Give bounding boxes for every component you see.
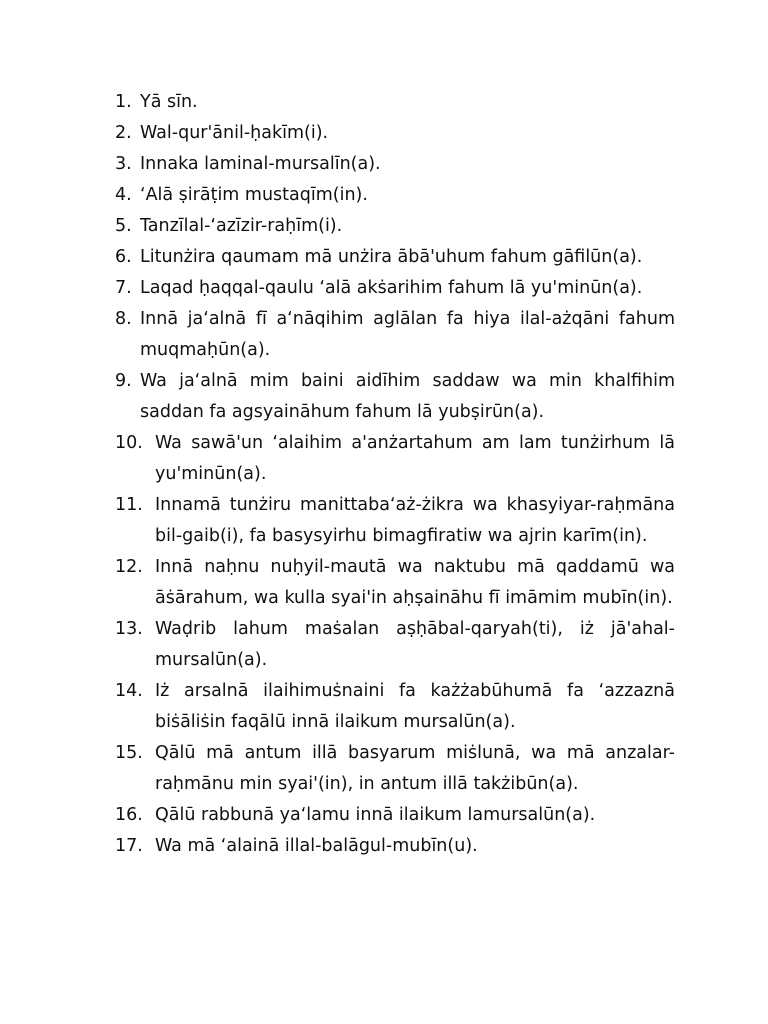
verse-item-4 [115, 180, 675, 211]
verse-text: Wa ja‘alnā mim baini aidīhim saddaw wa min khalfihim saddan fa agsyaināhum fahum lā yubṣirūn(a). [140, 371, 675, 422]
verse-number: 10. [115, 433, 143, 453]
verse-number: 16. [115, 805, 143, 825]
verse-number: 6. [115, 247, 132, 267]
verse-number: 15. [115, 743, 143, 763]
verse-text: Innā ja‘alnā fī a‘nāqihim aglālan fa hiya ilal-ażqāni fahum muqmaḥūn(a). [140, 309, 675, 360]
verse-number: 13. [115, 619, 143, 639]
verse-item-15 [115, 738, 675, 800]
verse-number: 3. [115, 154, 132, 174]
verse-text: Innā naḥnu nuḥyil-mautā wa naktubu mā qaddamū wa āṡārahum, wa kulla syai'in aḥṣaināhu fī imāmim mubīn(in). [155, 557, 675, 608]
verse-item-6 [115, 242, 675, 273]
verse-text: ‘Alā ṣirāṭim mustaqīm(in). [140, 185, 368, 205]
verse-text: Waḍrib lahum maṡalan aṣḥābal-qaryah(ti), iż jā'ahal-mursalūn(a). [155, 619, 675, 670]
verse-item-7 [115, 273, 675, 304]
verse-number: 7. [115, 278, 132, 298]
verse-item-5 [115, 211, 675, 242]
verse-text: Wal-qur'ānil-ḥakīm(i). [140, 123, 329, 143]
verse-text: Iż arsalnā ilaihimuṡnaini fa każżabūhumā fa ‘azzaznā biṡāliṡin faqālū innā ilaikum mursalūn(a). [155, 681, 675, 732]
verse-text: Wa sawā'un ‘alaihim a'anżartahum am lam tunżirhum lā yu'minūn(a). [155, 433, 675, 484]
verse-text: Yā sīn. [140, 92, 198, 112]
verse-text: Tanzīlal-‘azīzir-raḥīm(i). [140, 216, 343, 236]
verse-item-17 [115, 831, 675, 862]
verse-text: Laqad ḥaqqal-qaulu ‘alā akṡarihim fahum lā yu'minūn(a). [140, 278, 643, 298]
verse-item-13 [115, 614, 675, 676]
verse-number: 11. [115, 495, 143, 515]
verse-number: 1. [115, 92, 132, 112]
verse-number: 12. [115, 557, 143, 577]
verse-text: Qālū rabbunā ya‘lamu innā ilaikum lamursalūn(a). [155, 805, 596, 825]
verse-number: 5. [115, 216, 132, 236]
verse-text: Innaka laminal-mursalīn(a). [140, 154, 381, 174]
verse-item-14 [115, 676, 675, 738]
verse-text: Innamā tunżiru manittaba‘aż-żikra wa khasyiyar-raḥmāna bil-gaib(i), fa basysyirhu bimagfiratiw wa ajrin karīm(in). [155, 495, 675, 546]
verse-number: 2. [115, 123, 132, 143]
verse-item-8 [115, 304, 675, 366]
verse-number: 9. [115, 371, 132, 391]
verse-item-9 [115, 366, 675, 428]
verse-item-16 [115, 800, 675, 831]
verse-number: 14. [115, 681, 143, 701]
verse-text: Wa mā ‘alainā illal-balāgul-mubīn(u). [155, 836, 478, 856]
verse-text: Qālū mā antum illā basyarum miṡlunā, wa mā anzalar-raḥmānu min syai'(in), in antum illā takżibūn(a). [155, 743, 675, 794]
verse-text: Litunżira qaumam mā unżira ābā'uhum fahum gāfilūn(a). [140, 247, 643, 267]
verse-item-1 [115, 87, 675, 118]
verse-number: 17. [115, 836, 143, 856]
verse-item-10 [115, 428, 675, 490]
verse-list [115, 87, 675, 862]
verse-item-2 [115, 118, 675, 149]
verse-number: 8. [115, 309, 132, 329]
verse-item-11 [115, 490, 675, 552]
verse-number: 4. [115, 185, 132, 205]
verse-item-12 [115, 552, 675, 614]
verse-item-3 [115, 149, 675, 180]
